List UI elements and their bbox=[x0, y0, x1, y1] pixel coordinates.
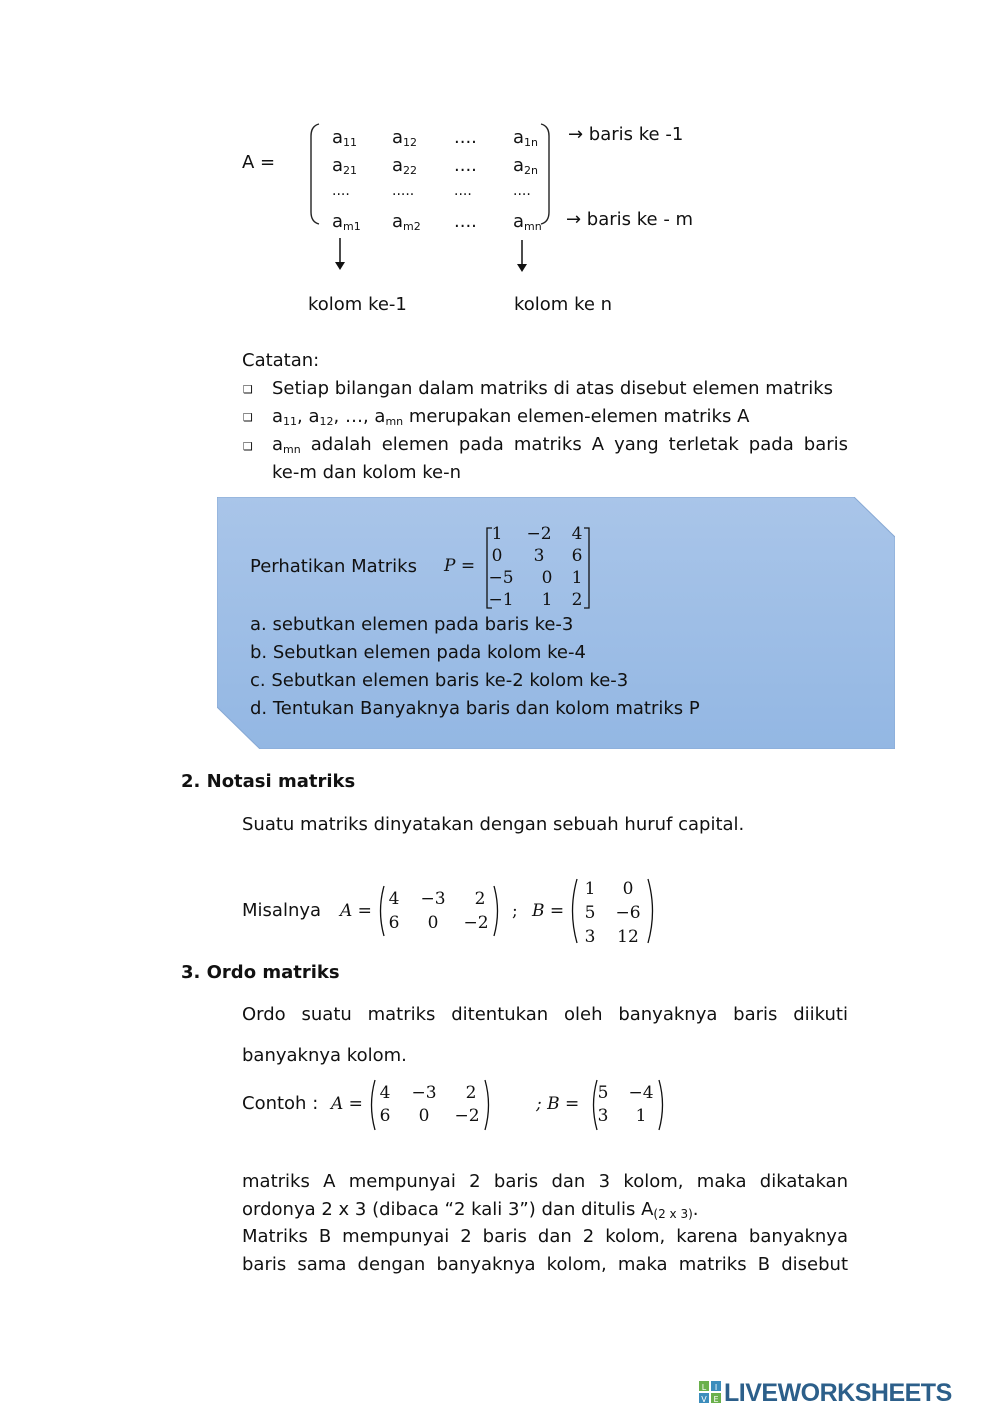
row-first-label: → baris ke -1 bbox=[568, 124, 684, 145]
matrix-b-cell: −4 bbox=[628, 1083, 654, 1103]
matrix-b-cell: 5 bbox=[597, 1083, 609, 1103]
question-a: a. sebutkan elemen pada baris ke-3 bbox=[250, 614, 574, 635]
element-dots: .... bbox=[454, 155, 477, 176]
ordo-paragraph-line3: Matriks B mempunyai 2 baris dan 2 kolom, karena banyaknya bbox=[242, 1226, 848, 1247]
matrix-b-var: B = bbox=[532, 901, 565, 921]
section-3-line1: Ordo suatu matriks ditentukan oleh banyaknya baris diikuti bbox=[242, 1004, 848, 1025]
matrix-p-cell: 1 bbox=[571, 568, 583, 588]
matrix-b-cell: 5 bbox=[584, 903, 596, 923]
note-item-3: $a_{mn}$ adalah elemen pada matriks A yang terletak pada baris bbox=[272, 434, 848, 456]
matrix-a-var: A = bbox=[331, 1094, 363, 1114]
notes-heading: Catatan: bbox=[242, 350, 320, 371]
element-a1n: $a_{1n}$ bbox=[513, 127, 539, 149]
matrix-p-cell: 1 bbox=[541, 590, 553, 610]
matrix-b-cell: −6 bbox=[615, 903, 641, 923]
element-a21: $a_{21}$ bbox=[332, 155, 358, 177]
question-d: d. Tentukan Banyaknya baris dan kolom matriks P bbox=[250, 698, 700, 719]
matrix-b-cell: 1 bbox=[584, 879, 596, 899]
example-label: Contoh : bbox=[242, 1093, 319, 1114]
exercise-intro: Perhatikan Matriks bbox=[250, 556, 417, 577]
note-item-1: Setiap bilangan dalam matriks di atas disebut elemen matriks bbox=[272, 378, 834, 399]
matrix-p-cell: 3 bbox=[533, 546, 545, 566]
matrix-a-cell: 6 bbox=[388, 913, 400, 933]
element-dots: .... bbox=[332, 183, 350, 199]
matrix-a-cell: 0 bbox=[427, 913, 439, 933]
matrix-a-cell: 2 bbox=[474, 889, 486, 909]
matrix-b-cell: 3 bbox=[597, 1106, 609, 1126]
matrix-a-cell: 2 bbox=[465, 1083, 477, 1103]
logo-letter: V bbox=[701, 1395, 707, 1404]
element-a2n: $a_{2n}$ bbox=[513, 155, 539, 177]
matrix-a-cell: −2 bbox=[463, 913, 489, 933]
bullet-icon: ❑ bbox=[243, 383, 253, 396]
matrix-p-cell: −2 bbox=[526, 524, 552, 544]
column-first-label: kolom ke-1 bbox=[308, 294, 407, 315]
example-label: Misalnya bbox=[242, 900, 322, 921]
element-dots: .... bbox=[454, 211, 477, 232]
element-dots: .... bbox=[454, 183, 472, 199]
matrix-p-cell: 0 bbox=[491, 546, 503, 566]
question-b: b. Sebutkan elemen pada kolom ke-4 bbox=[250, 642, 586, 663]
ordo-paragraph-line1: matriks A mempunyai 2 baris dan 3 kolom, maka dikatakan bbox=[242, 1171, 848, 1192]
matrix-a-cell: 4 bbox=[379, 1083, 391, 1103]
matrix-b-cell: 12 bbox=[617, 927, 639, 947]
logo-letter: I bbox=[714, 1383, 718, 1392]
matrix-a-label: A = bbox=[242, 152, 276, 173]
element-am1: $a_{m1}$ bbox=[332, 211, 361, 233]
matrix-p-cell: −5 bbox=[488, 568, 514, 588]
matrix-b-cell: 0 bbox=[622, 879, 634, 899]
matrix-p-cell: 1 bbox=[491, 524, 503, 544]
down-arrow-icon bbox=[330, 238, 350, 272]
section-2-text: Suatu matriks dinyatakan dengan sebuah huruf capital. bbox=[242, 814, 745, 835]
question-c: c. Sebutkan elemen baris ke-2 kolom ke-3 bbox=[250, 670, 629, 691]
bullet-icon: ❑ bbox=[243, 440, 253, 453]
element-amn: $a_{mn}$ bbox=[513, 211, 542, 233]
matrix-a-cell: 6 bbox=[379, 1106, 391, 1126]
matrix-b-cell: 3 bbox=[584, 927, 596, 947]
section-3-line2: banyaknya kolom. bbox=[242, 1045, 407, 1066]
logo-letter: E bbox=[713, 1395, 719, 1404]
liveworksheets-logo[interactable] bbox=[698, 1378, 952, 1408]
matrix-p-cell: 2 bbox=[571, 590, 583, 610]
bullet-icon: ❑ bbox=[243, 411, 253, 424]
matrix-a-cell: −3 bbox=[411, 1083, 437, 1103]
column-last-label: kolom ke n bbox=[514, 294, 613, 315]
element-a22: $a_{22}$ bbox=[392, 155, 418, 177]
logo-icon bbox=[698, 1380, 722, 1406]
row-last-label: → baris ke - m bbox=[566, 209, 694, 230]
matrix-a-cell: −3 bbox=[420, 889, 446, 909]
matrix-a-var: A = bbox=[340, 901, 372, 921]
section-2-heading: 2. Notasi matriks bbox=[181, 771, 356, 792]
logo-text: LIVEWORKSHEETS bbox=[724, 1378, 952, 1407]
matrix-p-cell: −1 bbox=[488, 590, 514, 610]
matrix-p-label: P = bbox=[444, 556, 476, 576]
element-dots: .... bbox=[513, 183, 531, 199]
ordo-paragraph-line4: baris sama dengan banyaknya kolom, maka matriks B disebut bbox=[242, 1254, 848, 1275]
note-item-3-line2: ke-m dan kolom ke-n bbox=[272, 462, 462, 483]
matrix-a-cell: −2 bbox=[454, 1106, 480, 1126]
logo-letter: L bbox=[701, 1383, 707, 1392]
separator: ; bbox=[512, 901, 518, 921]
element-a12: $a_{12}$ bbox=[392, 127, 418, 149]
element-dots: .... bbox=[454, 127, 477, 148]
ordo-paragraph-line2: ordonya 2 x 3 (dibaca “2 kali 3”) dan ditulis $A_{(2 x 3)}$. bbox=[242, 1199, 699, 1221]
matrix-p-cell: 4 bbox=[571, 524, 583, 544]
section-3-heading: 3. Ordo matriks bbox=[181, 962, 340, 983]
matrix-p-cell: 6 bbox=[571, 546, 583, 566]
note-item-2: $a_{11}$, $a_{12}$, …, $a_{mn}$ merupakan elemen-elemen matriks A bbox=[272, 406, 750, 428]
element-am2: $a_{m2}$ bbox=[392, 211, 421, 233]
element-dots: ..... bbox=[392, 183, 415, 199]
element-a11: $a_{11}$ bbox=[332, 127, 358, 149]
down-arrow-icon bbox=[512, 240, 532, 274]
matrix-b-cell: 1 bbox=[635, 1106, 647, 1126]
matrix-a-cell: 4 bbox=[388, 889, 400, 909]
matrix-p-cell: 0 bbox=[541, 568, 553, 588]
matrix-b-var: ; B = bbox=[536, 1094, 580, 1114]
matrix-a-cell: 0 bbox=[418, 1106, 430, 1126]
